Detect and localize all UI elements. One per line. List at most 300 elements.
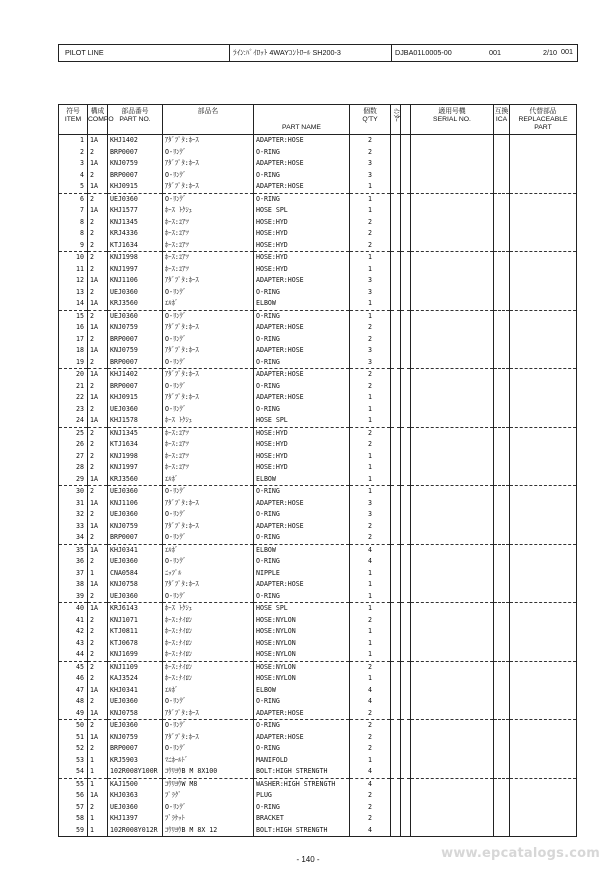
table-row	[59, 825, 577, 837]
ica-cell	[494, 334, 510, 346]
part-name-cell: BRACKET	[254, 813, 350, 825]
ica-cell	[494, 252, 510, 264]
col-serial	[411, 105, 494, 135]
serial-cell	[411, 334, 494, 346]
blank-cell	[401, 708, 411, 720]
interchange-cell	[391, 532, 401, 544]
part-no-cell: KNJ1699	[108, 649, 163, 661]
part-no-cell: KNJ0759	[108, 322, 163, 334]
blank-cell	[401, 357, 411, 369]
name-jp-cell: ｱﾀﾞﾌﾟﾀ:ﾎｰｽ	[163, 322, 254, 334]
name-jp-cell: O-ﾘﾝｸﾞ	[163, 720, 254, 732]
compo-cell: 2	[88, 427, 108, 439]
replaceable-cell	[510, 404, 577, 416]
part-name-cell: ADAPTER:HOSE	[254, 708, 350, 720]
name-jp-cell: O-ﾘﾝｸﾞ	[163, 404, 254, 416]
part-name-cell: BOLT:HIGH STRENGTH	[254, 825, 350, 837]
compo-cell: 2	[88, 264, 108, 276]
item-cell: 16	[59, 322, 88, 334]
replaceable-cell	[510, 381, 577, 393]
blank-cell	[401, 498, 411, 510]
item-cell: 39	[59, 591, 88, 603]
col-part-no-jp: 部品番号	[121, 108, 149, 115]
item-cell: 27	[59, 451, 88, 463]
compo-cell: 1	[88, 755, 108, 767]
blank-cell	[401, 439, 411, 451]
compo-cell: 1A	[88, 298, 108, 310]
interchange-cell	[391, 205, 401, 217]
blank-cell	[401, 275, 411, 287]
replaceable-cell	[510, 439, 577, 451]
qty-cell: 2	[350, 217, 391, 229]
name-jp-cell: O-ﾘﾝｸﾞ	[163, 696, 254, 708]
qty-cell: 3	[350, 345, 391, 357]
ica-cell	[494, 392, 510, 404]
table-row	[59, 252, 577, 264]
part-name-cell: HOSE:HYD	[254, 264, 350, 276]
compo-cell: 2	[88, 615, 108, 627]
interchange-cell	[391, 451, 401, 463]
qty-cell: 2	[350, 369, 391, 381]
item-cell: 30	[59, 486, 88, 498]
item-cell: 42	[59, 626, 88, 638]
serial-cell	[411, 170, 494, 182]
name-jp-cell: ﾎｰｽ ﾄｸｼｭ	[163, 415, 254, 427]
interchange-cell	[391, 287, 401, 299]
part-no-cell: UEJ0360	[108, 509, 163, 521]
replaceable-cell	[510, 615, 577, 627]
serial-cell	[411, 673, 494, 685]
replaceable-cell	[510, 252, 577, 264]
part-no-cell: BRP0007	[108, 147, 163, 159]
replaceable-cell	[510, 392, 577, 404]
blank-cell	[401, 486, 411, 498]
name-jp-cell: O-ﾘﾝｸﾞ	[163, 193, 254, 205]
table-row	[59, 217, 577, 229]
interchange-cell	[391, 579, 401, 591]
ica-cell	[494, 310, 510, 322]
part-name-cell: ADAPTER:HOSE	[254, 498, 350, 510]
ica-cell	[494, 486, 510, 498]
name-jp-cell: ｱﾀﾞﾌﾟﾀ:ﾎｰｽ	[163, 369, 254, 381]
compo-cell: 2	[88, 439, 108, 451]
blank-cell	[401, 603, 411, 615]
col-qty-jp: 個数	[363, 108, 377, 115]
serial-cell	[411, 381, 494, 393]
name-jp-cell: ｴﾙﾎﾞ	[163, 544, 254, 556]
part-name-cell: PLUG	[254, 790, 350, 802]
part-no-cell: UEJ0360	[108, 696, 163, 708]
col-repl-jp: 代替部品	[529, 108, 557, 115]
replaceable-cell	[510, 743, 577, 755]
ica-cell	[494, 615, 510, 627]
part-name-cell: O-RING	[254, 334, 350, 346]
item-cell: 36	[59, 556, 88, 568]
ica-cell	[494, 732, 510, 744]
part-no-cell: UEJ0360	[108, 486, 163, 498]
blank-cell	[401, 381, 411, 393]
qty-cell: 4	[350, 544, 391, 556]
blank-cell	[401, 135, 411, 147]
compo-cell: 1	[88, 568, 108, 580]
parts-table	[58, 104, 577, 837]
name-jp-cell: ｱﾀﾞﾌﾟﾀ:ﾎｰｽ	[163, 498, 254, 510]
interchange-cell	[391, 217, 401, 229]
interchange-cell	[391, 181, 401, 193]
blank-cell	[401, 228, 411, 240]
compo-cell: 2	[88, 462, 108, 474]
qty-cell: 1	[350, 310, 391, 322]
compo-cell: 1A	[88, 275, 108, 287]
name-jp-cell: ﾎｰｽ:ﾕｱﾂ	[163, 264, 254, 276]
interchange-cell	[391, 462, 401, 474]
ica-cell	[494, 544, 510, 556]
qty-cell: 4	[350, 825, 391, 837]
part-name-cell: HOSE:HYD	[254, 252, 350, 264]
part-name-cell: ADAPTER:HOSE	[254, 369, 350, 381]
table-row	[59, 369, 577, 381]
item-cell: 54	[59, 766, 88, 778]
compo-cell: 1A	[88, 732, 108, 744]
blank-cell	[401, 755, 411, 767]
compo-cell: 1A	[88, 708, 108, 720]
serial-cell	[411, 638, 494, 650]
part-no-cell: BRP0007	[108, 743, 163, 755]
name-jp-cell: ｱﾀﾞﾌﾟﾀ:ﾎｰｽ	[163, 135, 254, 147]
table-row	[59, 474, 577, 486]
ica-cell	[494, 579, 510, 591]
name-jp-cell: ﾆｯﾌﾟﾙ	[163, 568, 254, 580]
compo-cell: 1A	[88, 345, 108, 357]
replaceable-cell	[510, 696, 577, 708]
replaceable-cell	[510, 147, 577, 159]
name-jp-cell: O-ﾘﾝｸﾞ	[163, 743, 254, 755]
compo-cell: 1A	[88, 369, 108, 381]
table-row	[59, 603, 577, 615]
part-name-cell: HOSE SPL	[254, 603, 350, 615]
item-cell: 49	[59, 708, 88, 720]
blank-cell	[401, 743, 411, 755]
part-name-cell: ELBOW	[254, 474, 350, 486]
blank-cell	[401, 181, 411, 193]
name-jp-cell: O-ﾘﾝｸﾞ	[163, 532, 254, 544]
part-name-cell: O-RING	[254, 287, 350, 299]
compo-cell: 2	[88, 673, 108, 685]
ica-cell	[494, 696, 510, 708]
serial-cell	[411, 603, 494, 615]
blank-cell	[401, 532, 411, 544]
name-jp-cell: O-ﾘﾝｸﾞ	[163, 486, 254, 498]
ica-cell	[494, 661, 510, 673]
interchange-cell	[391, 696, 401, 708]
compo-cell: 2	[88, 556, 108, 568]
serial-cell	[411, 521, 494, 533]
part-name-cell: ADAPTER:HOSE	[254, 732, 350, 744]
interchange-cell	[391, 392, 401, 404]
part-name-cell: MANIFOLD	[254, 755, 350, 767]
table-row	[59, 685, 577, 697]
blank-cell	[401, 544, 411, 556]
replaceable-cell	[510, 732, 577, 744]
blank-cell	[401, 240, 411, 252]
name-jp-cell: O-ﾘﾝｸﾞ	[163, 147, 254, 159]
interchange-cell	[391, 147, 401, 159]
part-no-cell: KNJ0759	[108, 158, 163, 170]
ica-cell	[494, 802, 510, 814]
part-name-cell: O-RING	[254, 802, 350, 814]
table-row	[59, 158, 577, 170]
part-name-cell: HOSE:NYLON	[254, 626, 350, 638]
blank-cell	[401, 474, 411, 486]
name-jp-cell: O-ﾘﾝｸﾞ	[163, 334, 254, 346]
item-cell: 6	[59, 193, 88, 205]
part-no-cell: KNJ0759	[108, 345, 163, 357]
serial-cell	[411, 790, 494, 802]
replaceable-cell	[510, 649, 577, 661]
qty-cell: 1	[350, 626, 391, 638]
item-cell: 52	[59, 743, 88, 755]
part-no-cell: KNJ1109	[108, 661, 163, 673]
compo-cell: 1A	[88, 521, 108, 533]
table-row	[59, 334, 577, 346]
part-name-cell: ADAPTER:HOSE	[254, 392, 350, 404]
table-row	[59, 638, 577, 650]
blank-cell	[401, 322, 411, 334]
replaceable-cell	[510, 486, 577, 498]
item-cell: 9	[59, 240, 88, 252]
serial-cell	[411, 474, 494, 486]
item-cell: 28	[59, 462, 88, 474]
item-cell: 18	[59, 345, 88, 357]
serial-cell	[411, 825, 494, 837]
qty-cell: 1	[350, 451, 391, 463]
compo-cell: 1A	[88, 415, 108, 427]
ica-cell	[494, 685, 510, 697]
replaceable-cell	[510, 638, 577, 650]
compo-cell: 2	[88, 743, 108, 755]
col-interchange-label: ｲﾝﾀｰ	[392, 108, 400, 122]
interchange-cell	[391, 790, 401, 802]
name-jp-cell: O-ﾘﾝｸﾞ	[163, 381, 254, 393]
table-row	[59, 298, 577, 310]
qty-cell: 3	[350, 170, 391, 182]
table-row	[59, 287, 577, 299]
qty-cell: 1	[350, 264, 391, 276]
part-no-cell: KNJ1345	[108, 427, 163, 439]
table-row	[59, 392, 577, 404]
item-cell: 12	[59, 275, 88, 287]
part-no-cell: BRP0007	[108, 357, 163, 369]
col-serial-en: SERIAL NO.	[433, 116, 471, 123]
serial-cell	[411, 345, 494, 357]
blank-cell	[401, 369, 411, 381]
ica-cell	[494, 813, 510, 825]
serial-cell	[411, 135, 494, 147]
item-cell: 22	[59, 392, 88, 404]
item-cell: 46	[59, 673, 88, 685]
replaceable-cell	[510, 369, 577, 381]
doc-number: DJBA01L0005-00	[395, 48, 452, 57]
table-row	[59, 778, 577, 790]
name-jp-cell: ﾏﾆﾎｰﾙﾄﾞ	[163, 755, 254, 767]
compo-cell: 2	[88, 193, 108, 205]
part-no-cell: KNJ1071	[108, 615, 163, 627]
ica-cell	[494, 193, 510, 205]
serial-cell	[411, 544, 494, 556]
replaceable-cell	[510, 532, 577, 544]
part-no-cell: KNJ1106	[108, 275, 163, 287]
compo-cell: 1A	[88, 579, 108, 591]
part-no-cell: KNJ0758	[108, 708, 163, 720]
table-row	[59, 170, 577, 182]
qty-cell: 2	[350, 381, 391, 393]
qty-cell: 1	[350, 298, 391, 310]
name-jp-cell: ｱﾀﾞﾌﾟﾀ:ﾎｰｽ	[163, 345, 254, 357]
interchange-cell	[391, 369, 401, 381]
ica-cell	[494, 778, 510, 790]
part-name-cell: O-RING	[254, 509, 350, 521]
blank-cell	[401, 638, 411, 650]
ica-cell	[494, 720, 510, 732]
part-no-cell: KRJ3560	[108, 298, 163, 310]
compo-cell: 1A	[88, 603, 108, 615]
blank-cell	[401, 649, 411, 661]
replaceable-cell	[510, 521, 577, 533]
table-row	[59, 275, 577, 287]
item-cell: 8	[59, 217, 88, 229]
serial-cell	[411, 415, 494, 427]
name-jp-cell: ｺｳﾘﾖｳB M 8X 12	[163, 825, 254, 837]
ica-cell	[494, 673, 510, 685]
name-jp-cell: ﾎｰｽ:ﾅｲﾛﾝ	[163, 638, 254, 650]
qty-cell: 2	[350, 147, 391, 159]
compo-cell: 2	[88, 287, 108, 299]
replaceable-cell	[510, 205, 577, 217]
item-cell: 13	[59, 287, 88, 299]
ica-cell	[494, 264, 510, 276]
serial-cell	[411, 462, 494, 474]
part-name-cell: O-RING	[254, 720, 350, 732]
item-cell: 24	[59, 415, 88, 427]
table-row	[59, 205, 577, 217]
item-cell: 57	[59, 802, 88, 814]
table-row	[59, 345, 577, 357]
interchange-cell	[391, 732, 401, 744]
qty-cell: 2	[350, 615, 391, 627]
name-jp-cell: ﾎｰｽ ﾄｸｼｭ	[163, 205, 254, 217]
line-name: PILOT LINE	[65, 48, 104, 57]
compo-cell: 2	[88, 451, 108, 463]
replaceable-cell	[510, 766, 577, 778]
revision: 001	[489, 48, 501, 57]
part-name-cell: ELBOW	[254, 298, 350, 310]
replaceable-cell	[510, 498, 577, 510]
replaceable-cell	[510, 509, 577, 521]
qty-cell: 3	[350, 357, 391, 369]
ica-cell	[494, 649, 510, 661]
replaceable-cell	[510, 228, 577, 240]
ica-cell	[494, 345, 510, 357]
interchange-cell	[391, 673, 401, 685]
part-no-cell: KNJ1345	[108, 217, 163, 229]
item-cell: 32	[59, 509, 88, 521]
item-cell: 19	[59, 357, 88, 369]
interchange-cell	[391, 603, 401, 615]
replaceable-cell	[510, 813, 577, 825]
name-jp-cell: O-ﾘﾝｸﾞ	[163, 170, 254, 182]
name-jp-cell: ﾌﾞﾗｹｯﾄ	[163, 813, 254, 825]
qty-cell: 1	[350, 649, 391, 661]
name-jp-cell: ｱﾀﾞﾌﾟﾀ:ﾎｰｽ	[163, 732, 254, 744]
item-cell: 10	[59, 252, 88, 264]
item-cell: 15	[59, 310, 88, 322]
serial-cell	[411, 427, 494, 439]
qty-cell: 1	[350, 486, 391, 498]
compo-cell: 1A	[88, 474, 108, 486]
part-name-cell: HOSE:HYD	[254, 427, 350, 439]
compo-cell: 1A	[88, 158, 108, 170]
item-cell: 3	[59, 158, 88, 170]
compo-cell: 2	[88, 720, 108, 732]
blank-cell	[401, 521, 411, 533]
qty-cell: 4	[350, 685, 391, 697]
name-jp-cell: O-ﾘﾝｸﾞ	[163, 802, 254, 814]
part-no-cell: 102R008Y100R	[108, 766, 163, 778]
serial-cell	[411, 451, 494, 463]
part-no-cell: KTJ0811	[108, 626, 163, 638]
blank-cell	[401, 720, 411, 732]
qty-cell: 2	[350, 720, 391, 732]
item-cell: 44	[59, 649, 88, 661]
interchange-cell	[391, 661, 401, 673]
qty-cell: 1	[350, 193, 391, 205]
table-row	[59, 532, 577, 544]
qty-cell: 1	[350, 603, 391, 615]
col-blank	[401, 105, 411, 135]
blank-cell	[401, 147, 411, 159]
interchange-cell	[391, 415, 401, 427]
item-cell: 47	[59, 685, 88, 697]
compo-cell: 1	[88, 825, 108, 837]
compo-cell: 2	[88, 252, 108, 264]
qty-cell: 1	[350, 404, 391, 416]
header-divider	[229, 45, 230, 61]
replaceable-cell	[510, 298, 577, 310]
serial-cell	[411, 778, 494, 790]
item-cell: 21	[59, 381, 88, 393]
table-row	[59, 544, 577, 556]
blank-cell	[401, 661, 411, 673]
col-repl-en: REPLACEABLE	[518, 116, 568, 123]
replaceable-cell	[510, 568, 577, 580]
item-cell: 37	[59, 568, 88, 580]
interchange-cell	[391, 486, 401, 498]
compo-cell: 1A	[88, 322, 108, 334]
table-row	[59, 439, 577, 451]
compo-cell: 1	[88, 766, 108, 778]
table-row	[59, 415, 577, 427]
part-no-cell: KTJ0678	[108, 638, 163, 650]
interchange-cell	[391, 193, 401, 205]
blank-cell	[401, 568, 411, 580]
part-no-cell: KAJ3524	[108, 673, 163, 685]
name-jp-cell: ﾎｰｽ:ﾅｲﾛﾝ	[163, 615, 254, 627]
compo-cell: 2	[88, 696, 108, 708]
ica-cell	[494, 217, 510, 229]
table-row	[59, 696, 577, 708]
serial-cell	[411, 252, 494, 264]
serial-cell	[411, 217, 494, 229]
